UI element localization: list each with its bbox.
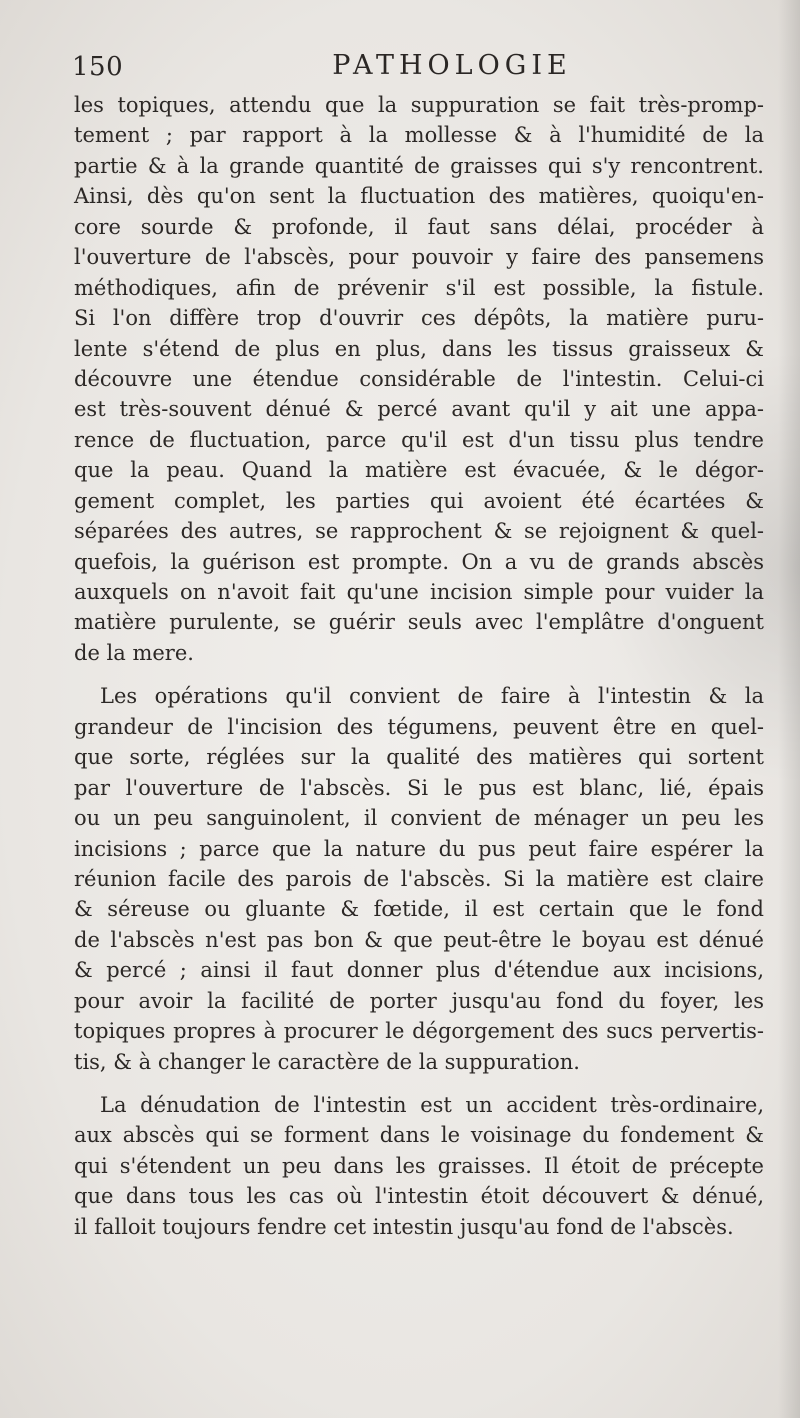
text-line: quefois, la guérison est prompte. On a vu de grands abscès (74, 549, 764, 574)
page-edge-shadow (778, 0, 800, 1418)
text-line: est très-souvent dénué & percé avant qu'il y ait une appa- (74, 397, 764, 422)
text-line: tis, & à changer le caractère de la suppuration. (74, 1049, 580, 1074)
text-line: de l'abscès n'est pas bon & que peut-être le boyau est dénué (74, 927, 764, 952)
running-head: PATHOLOGIE (332, 50, 572, 81)
text-line: & séreuse ou gluante & fœtide, il est certain que le fond (74, 897, 764, 922)
text-line: auxquels on n'avoit fait qu'une incision simple pour vuider la (74, 580, 764, 604)
text-line: core sourde & profonde, il faut sans délai, procéder à (74, 214, 764, 239)
text-line: par l'ouverture de l'abscès. Si le pus est blanc, lié, épais (74, 775, 764, 800)
text-line: rence de fluctuation, parce qu'il est d'un tissu plus tendre (74, 427, 764, 452)
page-number: 150 (72, 52, 124, 82)
text-line: Les opérations qu'il convient de faire à l'intestin & la (100, 684, 764, 709)
paragraph-3 (74, 1090, 764, 1242)
text-line: gement complet, les parties qui avoient été écartées & (74, 488, 764, 513)
text-line: réunion facile des parois de l'abscès. Si la matière est claire (74, 866, 764, 891)
text-line: Ainsi, dès qu'on sent la fluctuation des matières, quoiqu'en- (74, 184, 764, 209)
text-line: il falloit toujours fendre cet intestin jusqu'au fond de l'abscès. (74, 1214, 734, 1239)
text-line: que la peau. Quand la matière est évacuée, & le dégor- (74, 458, 764, 483)
text-line: aux abscès qui se forment dans le voisinage du fondement & (74, 1123, 764, 1148)
text-line: méthodiques, afin de prévenir s'il est possible, la fistule. (74, 275, 764, 300)
text-line: les topiques, attendu que la suppuration se fait très-promp- (74, 93, 764, 117)
paragraph-gap (74, 1077, 764, 1090)
paragraph-2 (74, 681, 764, 1077)
text-line: partie & à la grande quantité de graisses qui s'y rencontrent. (74, 153, 764, 178)
body-text (74, 90, 764, 1242)
text-line: incisions ; parce que la nature du pus peut faire espérer la (74, 836, 764, 861)
text-line: La dénudation de l'intestin est un accident très-ordinaire, (100, 1093, 764, 1117)
text-line: Si l'on diffère trop d'ouvrir ces dépôts, la matière puru- (74, 306, 764, 331)
text-line: séparées des autres, se rapprochent & se rejoignent & quel- (74, 519, 764, 544)
text-line: matière purulente, se guérir seuls avec l'emplâtre d'onguent (74, 610, 764, 635)
paragraph-gap (74, 668, 764, 681)
text-line: & percé ; ainsi il faut donner plus d'étendue aux incisions, (74, 958, 764, 983)
text-line: de la mere. (74, 640, 194, 665)
text-line: que dans tous les cas où l'intestin étoit découvert & dénué, (74, 1184, 764, 1209)
text-line: découvre une étendue considérable de l'intestin. Celui-ci (74, 366, 764, 391)
text-line: tement ; par rapport à la mollesse & à l'humidité de la (74, 123, 764, 148)
page-header (72, 46, 762, 86)
text-line: topiques propres à procurer le dégorgement des sucs pervertis- (74, 1019, 764, 1044)
text-line: l'ouverture de l'abscès, pour pouvoir y faire des pansemens (74, 245, 764, 270)
text-line: que sorte, réglées sur la qualité des matières qui sortent (74, 745, 764, 770)
text-line: grandeur de l'incision des tégumens, peuvent être en quel- (74, 714, 764, 739)
text-line: pour avoir la facilité de porter jusqu'au fond du foyer, les (74, 988, 764, 1013)
text-line: lente s'étend de plus en plus, dans les tissus graisseux & (74, 336, 764, 361)
text-line: ou un peu sanguinolent, il convient de ménager un peu les (74, 806, 764, 831)
text-line: qui s'étendent un peu dans les graisses. Il étoit de précepte (74, 1153, 764, 1178)
paragraph-1 (74, 90, 764, 668)
